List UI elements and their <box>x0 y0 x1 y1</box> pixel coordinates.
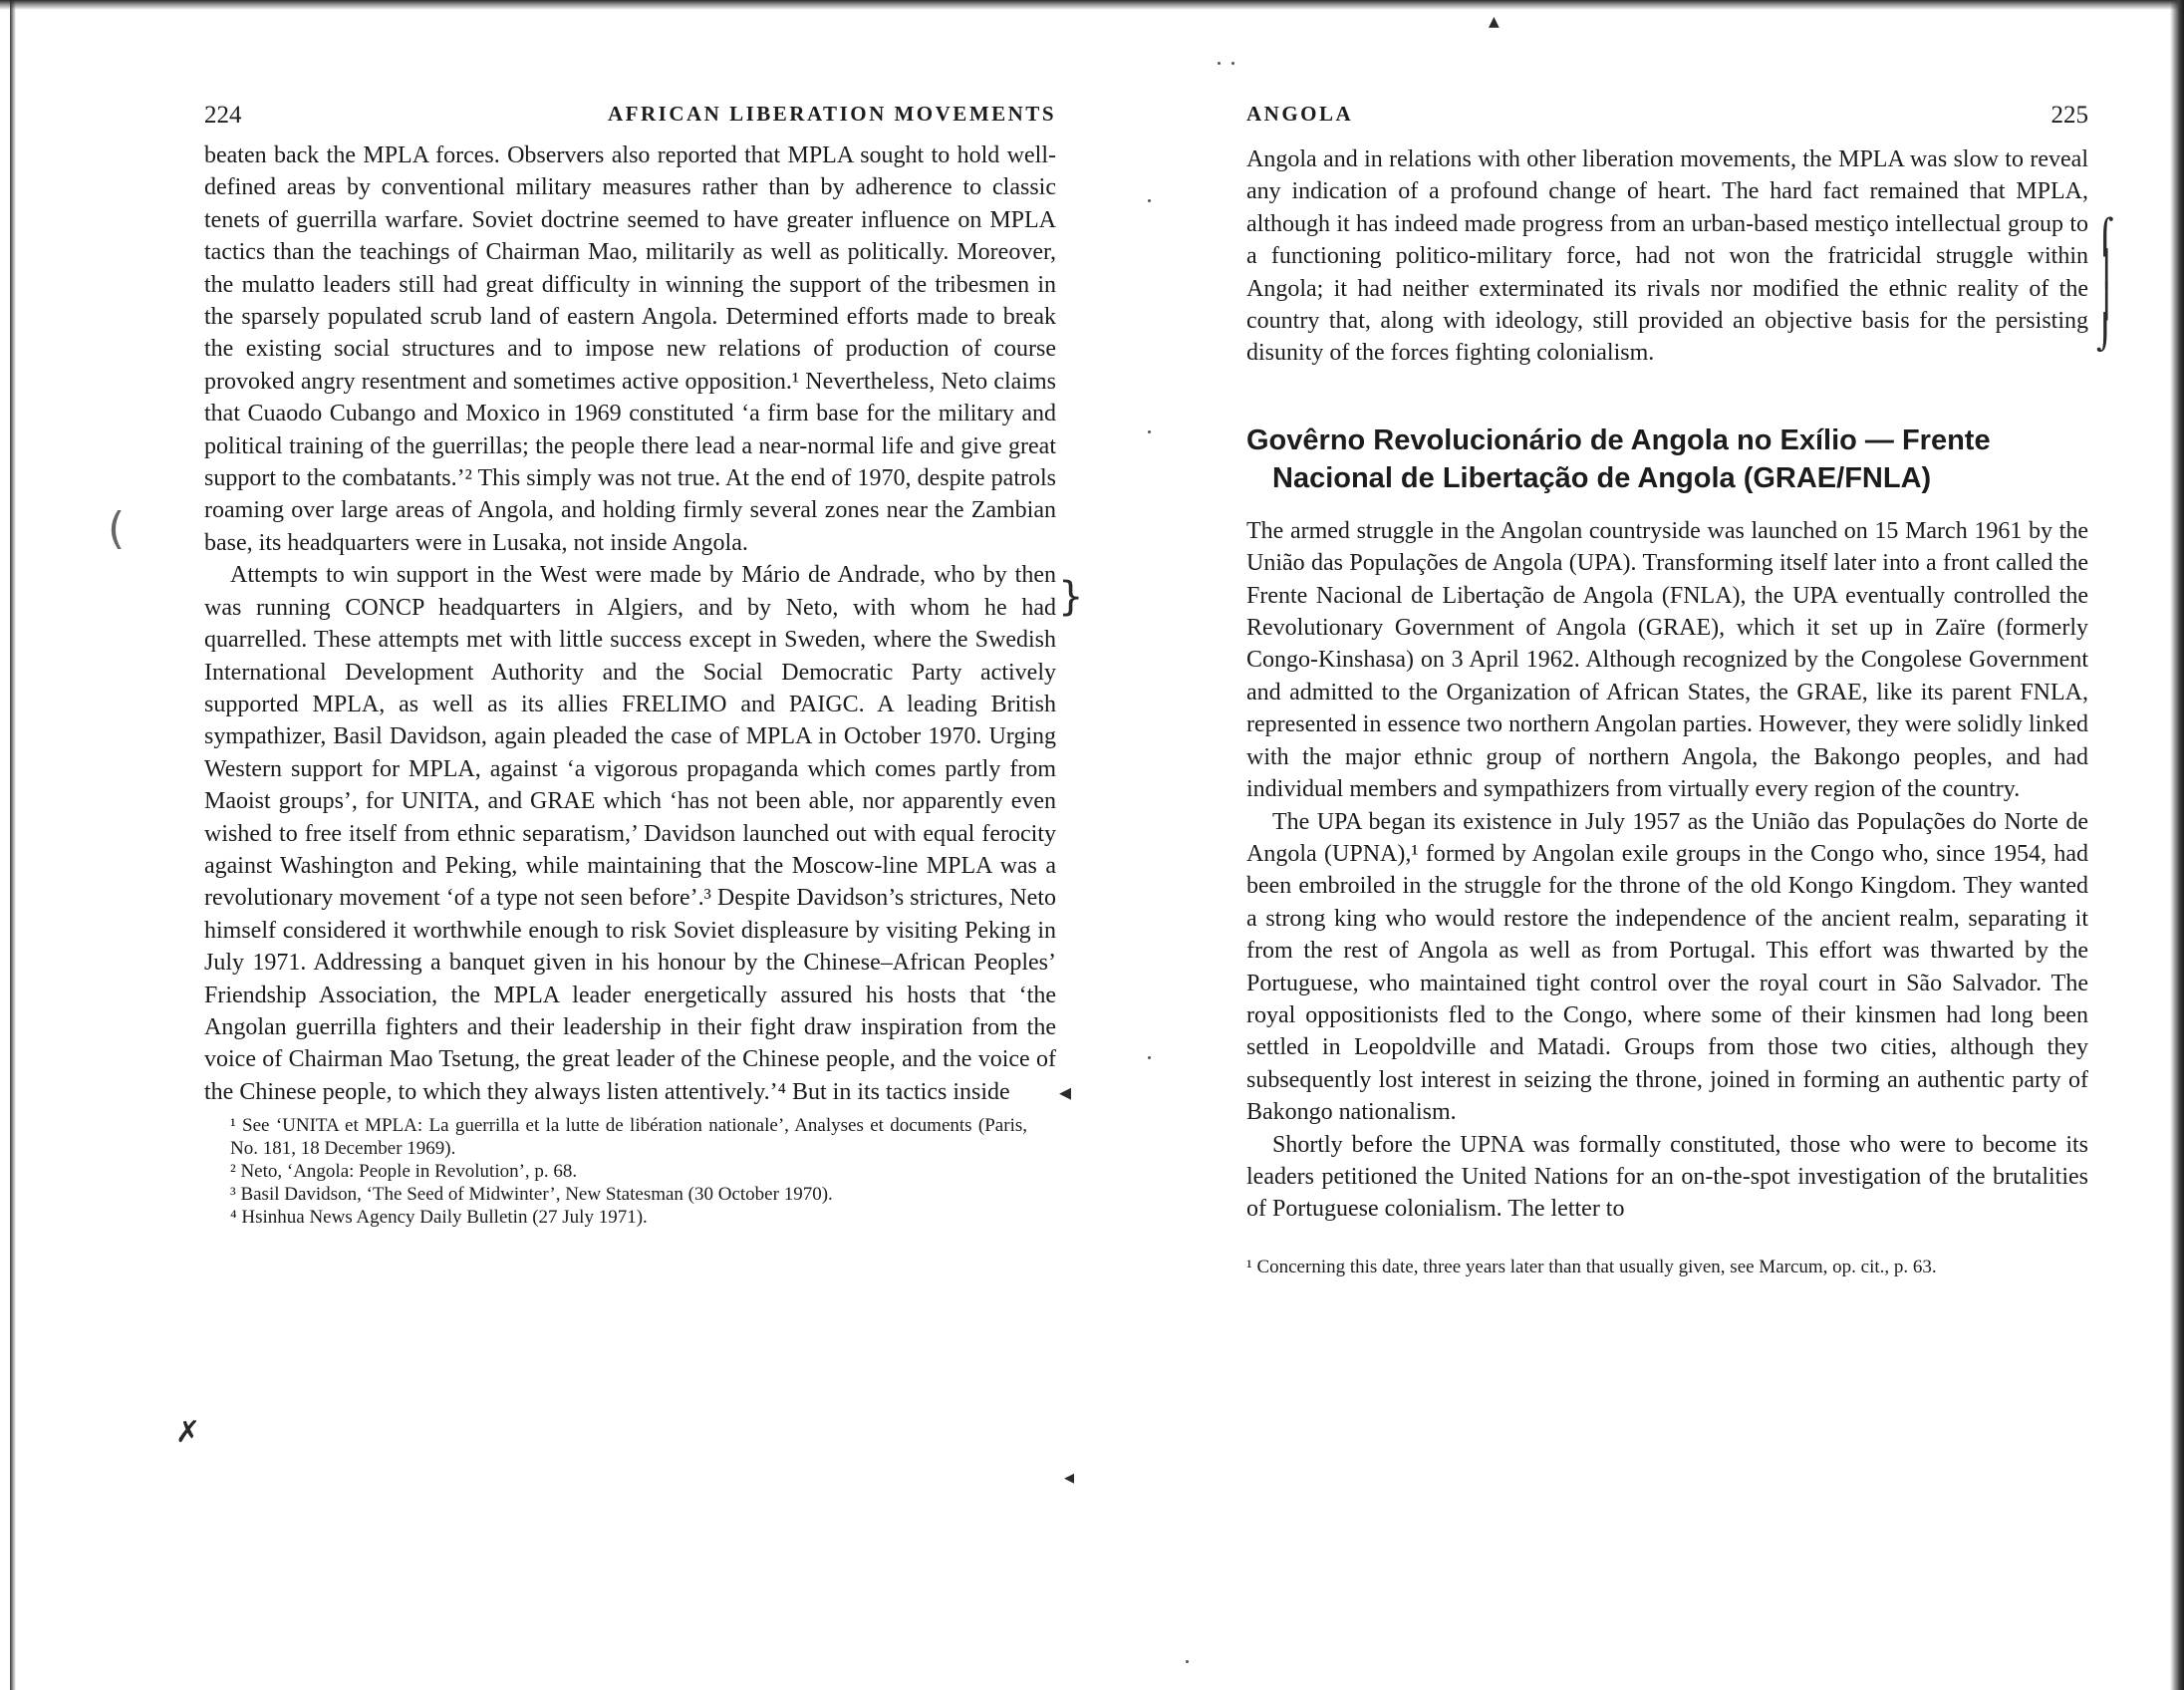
section-heading <box>1246 422 2088 497</box>
left-running-title: AFRICAN LIBERATION MOVEMENTS <box>608 102 1056 126</box>
left-body-text <box>204 140 1056 1108</box>
right-footnote-1: ¹ Concerning this date, three years later than that usually given, see Marcum, op. cit., p. 63. <box>1246 1256 1937 1277</box>
right-running-title: ANGOLA <box>1246 102 1354 126</box>
right-section-body <box>1246 515 2088 1226</box>
scan-speck-6 <box>1231 62 1234 65</box>
right-paragraph-3: Shortly before the UPNA was formally constituted, those who were to become its leaders petitioned the United Nations for an on-the-spot investigation of the brutalities of Portuguese colonialism. The letter to <box>1246 1131 2088 1223</box>
pencil-bar-mark: ( <box>108 503 126 554</box>
left-page <box>204 96 1056 1229</box>
right-running-head <box>1246 96 2088 136</box>
scan-speck-3 <box>1148 1056 1151 1059</box>
scan-speck-4 <box>1186 1660 1189 1663</box>
section-heading-line-1: Govêrno Revolucionário de Angola no Exílio — Frente <box>1246 423 1991 456</box>
pencil-arrow-mark: ◂ <box>1059 1078 1072 1106</box>
right-body-text <box>1246 143 2088 370</box>
section-heading-line-2: Nacional de Libertação de Angola (GRAE/FNLA) <box>1272 461 1932 494</box>
pencil-arrow-mark-2: ◂ <box>1064 1465 1075 1489</box>
right-opening-paragraph: Angola and in relations with other liberation movements, the MPLA was slow to reveal any indication of a profound change of heart. The hard fact remained that MPLA, although it has indeed made progress from an urban-based mestiço intellectual group to a functioning politico-military force, had not won the fratricidal struggle within Angola; it had neither exterminated its rivals nor modified the ethnic reality of the country that, along with ideology, still provided an objective basis for the persisting disunity of the forces fighting colonialism. <box>1246 146 2088 367</box>
scan-edge-left <box>10 0 16 1690</box>
left-footnotes <box>204 1114 1027 1229</box>
right-paragraph-1: The armed struggle in the Angolan countryside was launched on 15 March 1961 by the União das Populações de Angola (UPA). Transforming itself later into a front called the Frente Nacional de Libertação de Angola (FNLA), the UPA eventually controlled the Revolutionary Government of Angola (GRAE), which it set up in Zaïre (formerly Congo-Kinshasa) on 3 April 1962. Although recognized by the Congolese Government and admitted to the Organization of African States, the GRAE, like its parent FNLA, represented in essence two northern Angolan parties. However, they were solidly linked with the major ethnic group of northern Angola, the Bakongo peoples, and had individual members and sympathizers from virtually every region of the country. <box>1246 517 2088 803</box>
scan-edge-right <box>2170 0 2184 1690</box>
left-running-head <box>204 96 1056 136</box>
left-paragraph-2: Attempts to win support in the West were made by Mário de Andrade, who by then was running CONCP headquarters in Algiers, and by Neto, with whom he had quarrelled. These attempts met with little success except in Sweden, where the Swedish International Development Authority and the Social Democratic Party actively supported MPLA, as well as its allies FRELIMO and PAIGC. A leading British sympathizer, Basil Davidson, again pleaded the case of MPLA in October 1970. Urging Western support for MPLA, against ‘a vigorous propaganda which comes partly from Maoist groups’, for UNITA, and GRAE which ‘has not been able, nor apparently even wished to free itself from ethnic separatism,’ Davidson launched out with equal ferocity against Washington and Peking, while maintaining that the Moscow-line MPLA was a revolutionary movement ‘of a type not seen before’.³ Despite Davidson’s strictures, Neto himself considered it worthwhile enough to risk Soviet displeasure by visiting Peking in July 1971. Addressing a banquet given in his honour by the Chinese–African Peoples’ Friendship Association, the MPLA leader energetically assured his hosts that ‘the Angolan guerrilla fighters and their leadership in their fight draw inspiration from the voice of Chairman Mao Tsetung, the great leader of the Chinese people, and the voice of the Chinese people, to which they always listen attentively.’⁴ But in its tactics inside <box>204 562 1056 1105</box>
right-paragraph-2: The UPA began its existence in July 1957 as the União das Populações do Norte de Angola (UPNA),¹ formed by Angolan exile groups in the Congo who, since 1954, had been embroiled in the struggle for the throne of the old Kongo Kingdom. They wanted a strong king who would restore the independence of the ancient realm, separating it from the rest of Angola as well as from Portugal. This effort was thwarted by the Portuguese, who maintained tight control over the royal court in São Salvador. The royal oppositionists fled to the Congo, where some of their kinsmen had long been settled in Leopoldville and Matadi. Groups from those two cities, although they subsequently lost interest in seizing the throne, joined in forming an authentic party of Bakongo nationalism. <box>1246 808 2088 1126</box>
left-page-number: 224 <box>204 102 242 129</box>
right-footnotes <box>1246 1256 2088 1278</box>
left-paragraph-1: beaten back the MPLA forces. Observers also reported that MPLA sought to hold well-defined areas by conventional military measures rather than by adherence to classic tenets of guerrilla warfare. Soviet doctrine seemed to have greater influence on MPLA tactics than the teachings of Chairman Mao, militarily as well as politically. Moreover, the mulatto leaders still had great difficulty in winning the support of the tribesmen in the sparsely populated scrub land of eastern Angola. Determined efforts made to break the existing social structures and to impose new relations of production of course provoked angry resentment and sometimes active opposition.¹ Nevertheless, Neto claims that Cuaodo Cubango and Moxico in 1969 constituted ‘a firm base for the military and political training of the guerrillas; the people there lead a near-normal life and give great support to the combatants.’² This simply was not true. At the end of 1970, despite patrols roaming over large areas of Angola, and holding firmly several zones near the Zambian base, its headquarters were in Lusaka, not inside Angola. <box>204 142 1056 556</box>
pencil-bracket-mark-right: ⌠ │ │ ⌡ <box>2096 217 2117 353</box>
left-footnote-1: ¹ See ‘UNITA et MPLA: La guerrilla et la lutte de libération nationale’, Analyses et documents (Paris, No. 181, 18 December 1969). <box>230 1115 1027 1160</box>
scan-speck <box>1148 199 1151 202</box>
pencil-cross-mark: ✗ <box>175 1415 201 1450</box>
pencil-bracket-mark: } <box>1058 574 1084 620</box>
scan-speck-5 <box>1218 62 1221 65</box>
left-footnote-2: ² Neto, ‘Angola: People in Revolution’, p. 68. <box>230 1161 578 1183</box>
scan-edge-top <box>0 0 2184 10</box>
left-footnote-4: ⁴ Hsinhua News Agency Daily Bulletin (27 July 1971). <box>230 1207 648 1229</box>
left-footnote-3: ³ Basil Davidson, ‘The Seed of Midwinter’, New Statesman (30 October 1970). <box>230 1184 833 1206</box>
pencil-tick-mark: ▲ <box>1489 14 1500 30</box>
scan-speck-2 <box>1148 430 1151 433</box>
right-page-number: 225 <box>2050 102 2088 129</box>
right-page <box>1246 96 2088 1278</box>
